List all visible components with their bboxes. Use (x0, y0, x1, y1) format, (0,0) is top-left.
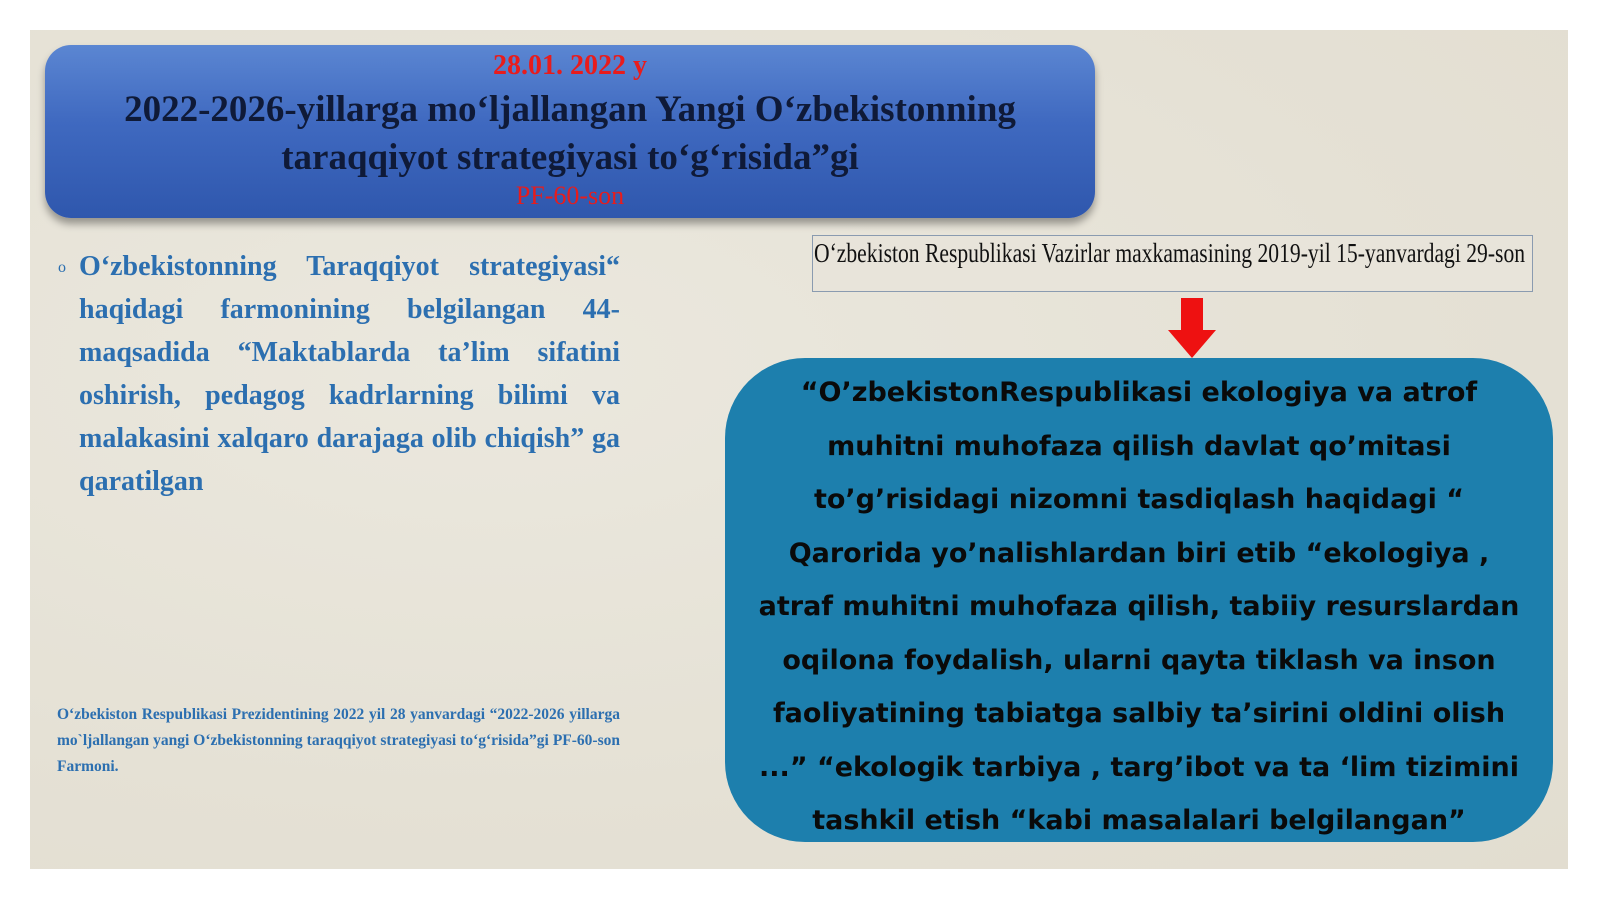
decree-title: 2022-2026-yillarga mo‘ljallangan Yangi O‘zbekistonning taraqqiyot strategiyasi to‘g‘risida”gi (124, 89, 1016, 178)
reference-text: O‘zbekiston Respublikasi Vazirlar maxkamasining 2019-yil 15-yanvardagi 29-son (814, 238, 1526, 268)
reference-box (812, 235, 1533, 292)
decree-date: 28.01. 2022 y (493, 50, 647, 81)
source-note: O‘zbekiston Respublikasi Prezidentining 2022 yil 28 yanvardagi “2022-2026 yillarga mo`ljallangan yangi O‘zbekistonning taraqqiyot strategiyasi to‘g‘risida”gi PF-60-son Farmoni. (57, 706, 620, 775)
slide (30, 30, 1568, 869)
title-banner (45, 45, 1095, 218)
bullet-marker-icon: o (58, 259, 66, 276)
decree-number: PF-60-son (515, 181, 625, 210)
down-arrow-icon (1168, 298, 1216, 358)
strategy-bullet (58, 245, 620, 503)
bullet-text: O‘zbekistonning Taraqqiyot strategiyasi“ haqidagi farmonining belgilangan 44-maqsadida “Maktablarda ta’lim sifatini oshirish, pedagog kadrlarning bilimi va malakasini xalqaro darajaga olib chiqish” ga qaratilgan (79, 251, 620, 497)
resolution-text: “O’zbekistonRespublikasi ekologiya va atrof muhitni muhofaza qilish davlat qo’mitasi to’g’risidagi nizomni tasdiqlash haqidagi “ Qarorida yo’nalishlardan biri etib “ekologiya , atraf muhitni muhofaza qilish, tabiiy resurslardan oqilona foydalish, ularni qayta tiklash va inson faoliyatining tabiatga salbiy ta’sirini oldini olish ...” “ekologik tarbiya , targ’ibot va ta ‘lim tizimini tashkil etish “kabi masalalari belgilangan” (758, 377, 1520, 836)
resolution-box (725, 358, 1553, 842)
